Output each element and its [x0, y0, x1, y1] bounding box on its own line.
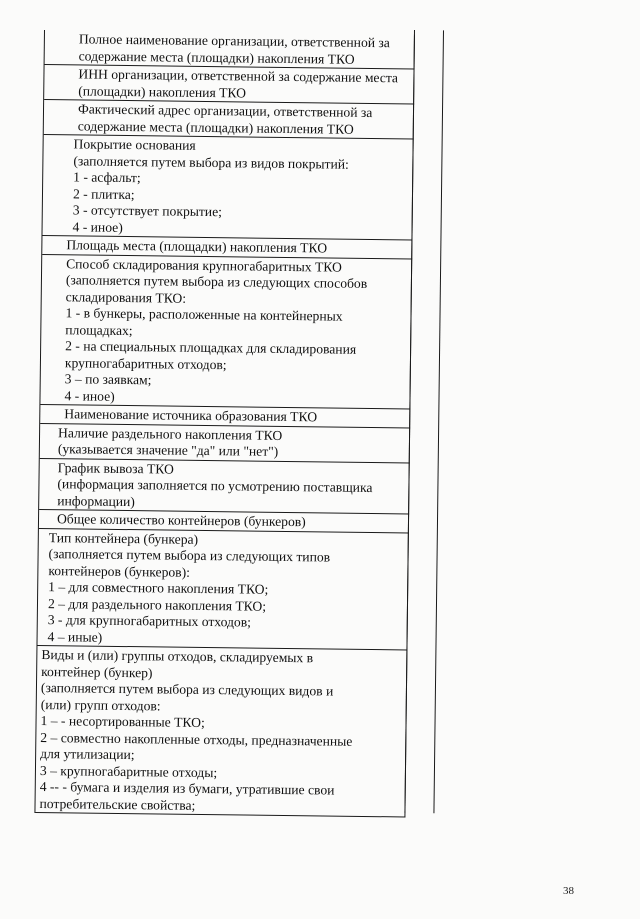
- table-row-text: содержание места (площадки) накопления ТКО: [78, 47, 355, 67]
- table-row-text: контейнеров (бункеров):: [48, 562, 191, 580]
- table-row-text: (заполняется путем выбора из следующих типов: [48, 546, 331, 565]
- table-row-text: 4 - иное): [72, 218, 123, 235]
- table-row-text: (заполняется путем выбора из следующих способов: [65, 272, 368, 291]
- table-row-text: 4 -- - бумага и изделия из бумаги, утратившие свои: [39, 779, 335, 798]
- table-row-bulky-storage-method: [40, 254, 412, 409]
- table-row-text: Полное наименование организации, ответственной за: [78, 31, 390, 51]
- table-row-waste-types: [35, 646, 407, 818]
- table-row-text: (информация заполняется по усмотрению поставщика: [57, 476, 373, 496]
- table-row-text: 1 – - несортированные ТКО;: [40, 713, 205, 731]
- page-number: 38: [563, 885, 574, 897]
- table-row-text: Общее количество контейнеров (бункеров): [56, 511, 306, 530]
- table-row-separate-collection: [40, 423, 410, 463]
- table-row-text: Виды и (или) группы отходов, складируемых в: [41, 647, 314, 666]
- table-row-text: (заполняется путем выбора из видов покрытий:: [73, 152, 349, 172]
- table-row-text: 2 – для раздельного накопления ТКО;: [47, 595, 267, 614]
- table-row-text: Площадь места (площадки) накопления ТКО: [66, 237, 328, 256]
- table-row-text: 4 – иные): [47, 628, 103, 645]
- table-row-text: Тип контейнера (бункера): [48, 529, 199, 547]
- table-row-text: 1 - асфальт;: [73, 169, 141, 186]
- table-row-organization-inn: [44, 65, 414, 105]
- table-row-text: потребительские свойства;: [39, 795, 196, 813]
- table-row-base-coverage: [42, 135, 413, 241]
- table-row-text: 1 - в бункеры, расположенные на контейнерных: [65, 305, 343, 324]
- table-row-text: складирования ТКО:: [65, 288, 187, 306]
- table-row-container-type: [37, 528, 408, 650]
- table-row-organization-address: [44, 100, 414, 140]
- table-row-text: площадках;: [65, 321, 133, 338]
- table-row-text: (площадки) накопления ТКО: [78, 82, 247, 100]
- table-row-organization-name: [45, 30, 415, 70]
- table-row-text: информации): [57, 492, 135, 509]
- table-row-text: Покрытие основания: [73, 136, 196, 153]
- table-row-text: Наименование источника образования ТКО: [64, 406, 318, 425]
- table-row-text: 2 – совместно накопленные отходы, предназначенные: [40, 729, 353, 749]
- table-row-text: График вывоза ТКО: [57, 459, 174, 477]
- table-row-text: 3 - отсутствует покрытие;: [72, 202, 223, 220]
- table-row-text: Способ складирования крупногабаритных ТКО: [66, 255, 342, 275]
- table-row-text: 2 - плитка;: [72, 185, 135, 202]
- table-row-text: 3 – крупногабаритные отходы;: [39, 762, 218, 780]
- table-row-text: (заполняется путем выбора из следующих видов и: [40, 680, 334, 699]
- table-row-text: (указывается значение "да" или "нет"): [57, 441, 279, 459]
- table-row-text: 4 - иное): [64, 387, 115, 404]
- table-row-text: Наличие раздельного накопления ТКО: [57, 424, 283, 443]
- table-row-text: (или) групп отходов:: [40, 696, 161, 713]
- table-row-text: крупногабаритных отходов;: [64, 354, 227, 372]
- table-row-text: 3 - для крупногабаритных отходов;: [47, 612, 252, 630]
- register-table: [34, 30, 415, 817]
- table-row-text: контейнер (бункер): [41, 663, 153, 680]
- table-row-text: для утилизации;: [40, 746, 135, 763]
- table-row-text: ИНН организации, ответственной за содержание места: [78, 66, 399, 86]
- table-row-text: Фактический адрес организации, ответственной за: [77, 101, 373, 121]
- table-row-text: 1 – для совместного накопления ТКО;: [48, 579, 269, 597]
- table-row-text: содержание места (площадки) накопления ТКО: [77, 117, 354, 137]
- table-row-text: 3 – по заявкам;: [64, 371, 152, 388]
- table-row-text: 2 - на специальных площадках для складирования: [65, 338, 357, 357]
- table-row-removal-schedule: [39, 458, 410, 514]
